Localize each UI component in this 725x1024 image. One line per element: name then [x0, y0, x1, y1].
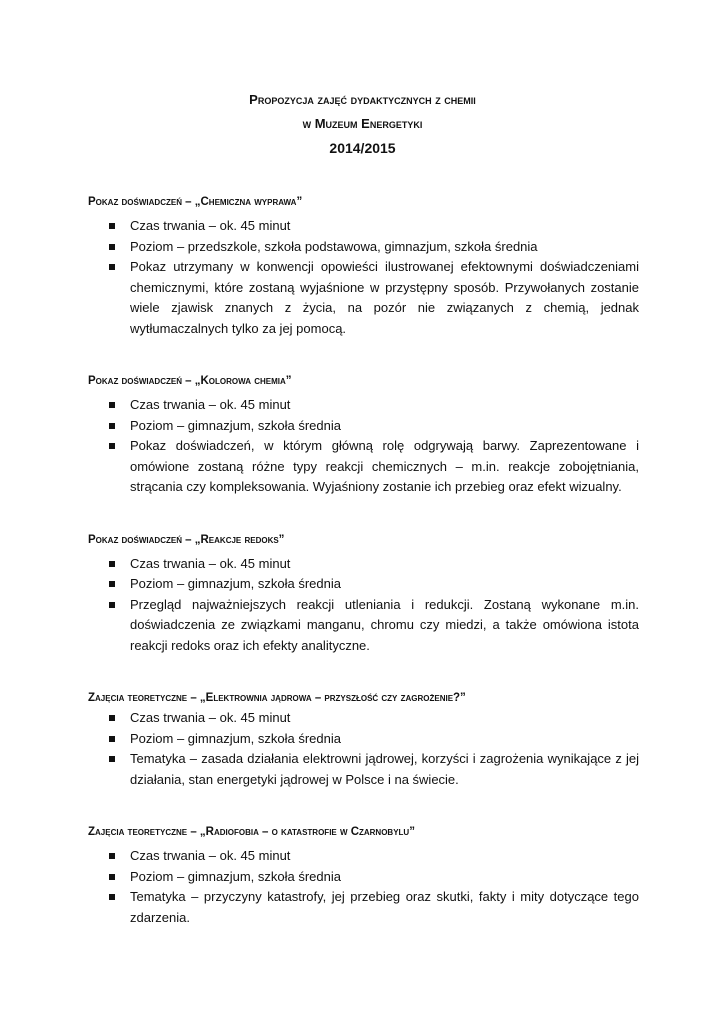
square-bullet-icon — [109, 423, 115, 429]
list-item — [88, 416, 639, 437]
square-bullet-icon — [109, 223, 115, 229]
item-text: Czas trwania – ok. 45 minut — [130, 555, 291, 571]
title-line-1: Propozycja zajęć dydaktycznych z chemii — [249, 92, 476, 107]
item-text: Czas trwania – ok. 45 minut — [130, 848, 291, 863]
square-bullet-icon — [109, 894, 115, 900]
list-item — [88, 846, 639, 867]
item-text: Czas trwania – ok. 45 minut — [130, 397, 291, 412]
sections-container — [0, 192, 725, 928]
section-radiofobia — [88, 822, 639, 928]
item-text: Poziom – gimnazjum, szkoła średnia — [130, 576, 341, 591]
item-text: Przegląd najważniejszych reakcji utleniania i redukcji. Zostaną wykonane m.in. doświadczenia ze związkami manganu, chromu czy miedzi, a także omówiona istota reakcji redoks oraz ich efekty analityczne. — [130, 596, 639, 653]
item-text: Poziom – gimnazjum, szkoła średnia — [130, 417, 341, 433]
square-bullet-icon — [109, 853, 115, 859]
list-item — [88, 436, 639, 498]
square-bullet-icon — [109, 443, 115, 449]
section-list — [88, 846, 639, 928]
section-chemiczna-wyprawa — [88, 192, 639, 339]
list-item — [88, 554, 639, 575]
list-item — [88, 257, 639, 339]
square-bullet-icon — [109, 244, 115, 250]
section-title: Zajęcia teoretyczne – „Radiofobia – o katastrofie w Czarnobylu” — [88, 826, 415, 838]
section-title: Pokaz doświadczeń – „Reakcje redoks” — [88, 533, 285, 546]
list-item — [88, 595, 639, 657]
square-bullet-icon — [109, 756, 115, 762]
section-title: Zajęcia teoretyczne – „Elektrownia jądrowa – przyszłość czy zagrożenie?” — [88, 692, 466, 704]
item-text: Pokaz doświadczeń, w którym główną rolę odgrywają barwy. Zaprezentowane i omówione zostaną różne typy reakcji chemicznych – m.in. reakcje zobojętniania, strącania czy kompleksowania. Wyjaśniony zostanie ich przebieg oraz efekt wizualny. — [130, 438, 639, 494]
square-bullet-icon — [109, 264, 115, 270]
square-bullet-icon — [109, 581, 115, 587]
square-bullet-icon — [109, 602, 115, 608]
list-item — [88, 216, 639, 237]
section-reakcje-redoks — [88, 530, 639, 657]
list-item — [88, 749, 639, 790]
section-list — [88, 216, 639, 339]
section-elektrownia-jadrowa — [88, 688, 639, 790]
item-text: Tematyka – zasada działania elektrowni jądrowej, korzyści i zagrożenia wynikające z jej działania, stan energetyki jądrowej w Polsce i na świecie. — [130, 751, 639, 787]
item-text: Poziom – gimnazjum, szkoła średnia — [130, 730, 341, 746]
square-bullet-icon — [109, 874, 115, 880]
list-item — [88, 574, 639, 595]
item-text: Poziom – gimnazjum, szkoła średnia — [130, 868, 341, 884]
section-list — [88, 395, 639, 498]
square-bullet-icon — [109, 736, 115, 742]
section-title: Pokaz doświadczeń – „Kolorowa chemia” — [88, 375, 292, 387]
section-title: Pokaz doświadczeń – „Chemiczna wyprawa” — [88, 196, 303, 208]
square-bullet-icon — [109, 561, 115, 567]
square-bullet-icon — [109, 715, 115, 721]
document-title — [0, 88, 725, 160]
item-text: Czas trwania – ok. 45 minut — [130, 218, 291, 233]
section-list — [88, 554, 639, 657]
item-text: Pokaz utrzymany w konwencji opowieści ilustrowanej efektownymi doświadczeniami chemicznymi, które zostaną wyjaśnione w przystępny sposób. Przywołanych zostanie wiele zjawisk znanych z życia, na pozór nie związanych z chemią, jednak wytłumaczalnych tylko za jej pomocą. — [130, 259, 639, 336]
list-item — [88, 867, 639, 888]
list-item — [88, 395, 639, 416]
title-line-2: w Muzeum Energetyki — [302, 116, 423, 131]
item-text: Czas trwania – ok. 45 minut — [130, 710, 291, 725]
item-text: Poziom – przedszkole, szkoła podstawowa, gimnazjum, szkoła średnia — [130, 238, 538, 254]
title-year: 2014/2015 — [329, 140, 396, 156]
list-item — [88, 887, 639, 928]
item-text: Tematyka – przyczyny katastrofy, jej przebieg oraz skutki, fakty i mity dotyczące tego zdarzenia. — [130, 889, 639, 925]
list-item — [88, 237, 639, 258]
list-item — [88, 729, 639, 750]
section-kolorowa-chemia — [88, 371, 639, 498]
list-item — [88, 708, 639, 729]
section-list — [88, 708, 639, 790]
square-bullet-icon — [109, 402, 115, 408]
